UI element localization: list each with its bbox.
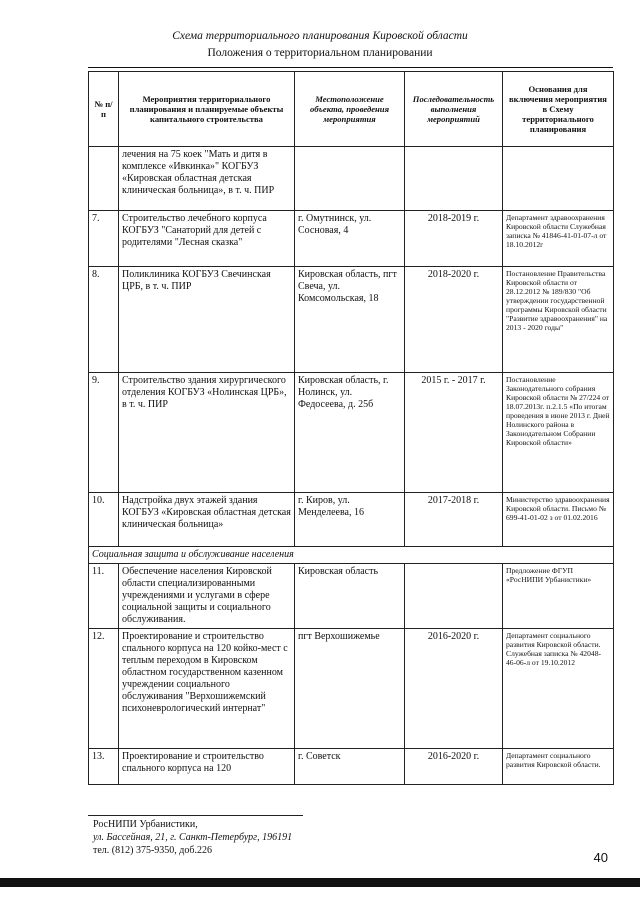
document-subtitle: Положения о территориальном планировании <box>207 47 433 59</box>
row-num: 11. <box>89 564 119 629</box>
table-row <box>89 629 614 749</box>
scan-edge-bar <box>0 878 640 887</box>
row-location: Кировская область, г. Нолинск, ул. Федосеева, д. 25б <box>295 373 405 493</box>
header-rule <box>88 67 613 68</box>
row-period <box>405 564 503 629</box>
section-row <box>89 547 614 564</box>
col-header-basis: Основания для включения мероприятия в Схему территориального планирования <box>503 72 614 147</box>
col-header-num: № п/п <box>89 72 119 147</box>
row-basis: Постановление Правительства Кировской области от 28.12.2012 № 189/830 "Об утверждении государственной программы Кировской области "Развитие здравоохранения" на 2013 - 2020 годы" <box>503 267 614 373</box>
row-name: Обеспечение населения Кировской области специализированными учреждениями и услугами в сфере социальной защиты и социального обслуживания. <box>119 564 295 629</box>
row-period: 2017-2018 г. <box>405 493 503 547</box>
row-location <box>295 147 405 211</box>
table-header-row <box>89 72 614 147</box>
table-row <box>89 211 614 267</box>
row-num: 13. <box>89 749 119 785</box>
row-period: 2016-2020 г. <box>405 749 503 785</box>
table-row <box>89 267 614 373</box>
row-num: 9. <box>89 373 119 493</box>
row-period: 2018-2019 г. <box>405 211 503 267</box>
row-name: Строительство лечебного корпуса КОГБУЗ "Санаторий для детей с родителями "Лесная сказка" <box>119 211 295 267</box>
col-header-measures: Мероприятия территориального планирования и планируемые объекты капитального строительства <box>119 72 295 147</box>
row-location: г. Советск <box>295 749 405 785</box>
row-num: 10. <box>89 493 119 547</box>
row-location: Кировская область, пгт Свеча, ул. Комсомольская, 18 <box>295 267 405 373</box>
table-row <box>89 373 614 493</box>
row-period: 2018-2020 г. <box>405 267 503 373</box>
section-title: Социальная защита и обслуживание населения <box>89 547 614 564</box>
row-name: Надстройка двух этажей здания КОГБУЗ «Кировская областная детская клиническая больница» <box>119 493 295 547</box>
row-location: пгт Верхошижемье <box>295 629 405 749</box>
footer-address: ул. Бассейная, 21, г. Санкт-Петербург, 196191 <box>93 832 293 843</box>
footer-org: РосНИПИ Урбанистики, <box>93 819 198 830</box>
row-basis <box>503 147 614 211</box>
footer-phone: тел. (812) 375-9350, доб.226 <box>93 845 212 856</box>
row-name: Проектирование и строительство спального корпуса на 120 <box>119 749 295 785</box>
row-basis: Предложение ФГУП «РосНИПИ Урбанистики» <box>503 564 614 629</box>
row-location: г. Омутнинск, ул. Сосновая, 4 <box>295 211 405 267</box>
table-row <box>89 749 614 785</box>
row-period: 2016-2020 г. <box>405 629 503 749</box>
row-basis: Министерство здравоохранения Кировской области. Письмо № 699-41-01-02 з от 01.02.2016 <box>503 493 614 547</box>
row-num <box>89 147 119 211</box>
table-row <box>89 493 614 547</box>
row-name: Проектирование и строительство спального корпуса на 120 койко-мест с теплым переходом в Кировском областном государственном казенном учреждении социального обслуживания "Верхошижемский психоневрологический интернат" <box>119 629 295 749</box>
footer-rule <box>88 815 303 816</box>
row-num: 12. <box>89 629 119 749</box>
page-number: 40 <box>593 850 608 865</box>
row-num: 7. <box>89 211 119 267</box>
row-period <box>405 147 503 211</box>
row-num: 8. <box>89 267 119 373</box>
document-title: Схема территориального планирования Кировской области <box>172 30 468 42</box>
row-name: Строительство здания хирургического отделения КОГБУЗ «Нолинская ЦРБ», в т. ч. ПИР <box>119 373 295 493</box>
row-name: лечения на 75 коек "Мать и дитя в комплексе «Ивкинка»" КОГБУЗ «Кировская областная детская клиническая больница», в т. ч. ПИР <box>119 147 295 211</box>
row-basis: Департамент социального развития Кировской области. Служебная записка № 42048-46-06-л от 19.10.2012 <box>503 629 614 749</box>
measures-table <box>88 71 614 785</box>
row-period: 2015 г. - 2017 г. <box>405 373 503 493</box>
table-row <box>89 147 614 211</box>
row-location: Кировская область <box>295 564 405 629</box>
row-location: г. Киров, ул. Менделеева, 16 <box>295 493 405 547</box>
table-row <box>89 564 614 629</box>
row-basis: Департамент здравоохранения Кировской области Служебная записка № 41846-41-01-07-л от 18.10.2012г <box>503 211 614 267</box>
col-header-location: Местоположение объекта, проведения мероприятия <box>295 72 405 147</box>
row-basis: Постановление Законодательного собрания Кировской области № 27/224 от 18.07.2013г. п.2.1.5 «По итогам проведения в июне 2013 г. Дней Нолинского района в Законодательном Собрании Кировской области» <box>503 373 614 493</box>
row-name: Поликлиника КОГБУЗ Свечинская ЦРБ, в т. ч. ПИР <box>119 267 295 373</box>
col-header-sequence: Последовательность выполнения мероприятий <box>405 72 503 147</box>
row-basis: Департамент социального развития Кировской области. <box>503 749 614 785</box>
